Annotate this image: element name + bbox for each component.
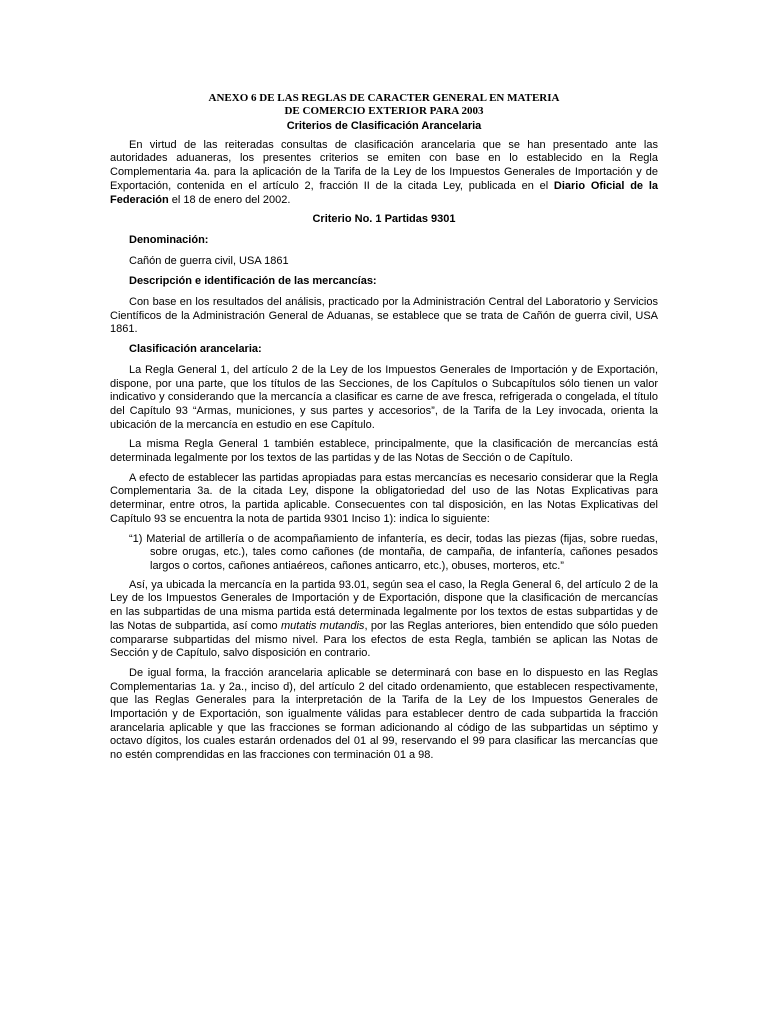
- descripcion-heading: Descripción e identificación de las mercancías:: [129, 275, 377, 288]
- intro-end-text: el 18 de enero del 2002.: [168, 193, 291, 206]
- document-subtitle: Criterios de Clasificación Arancelaria: [286, 120, 482, 132]
- title-line-1: ANEXO 6 DE LAS REGLAS DE CARACTER GENERAL EN MATERIA: [208, 92, 560, 104]
- quote-paragraph: “1) Material de artillería o de acompañamiento de infantería, es decir, todas las piezas (fijas, sobre ruedas, sobre orugas, etc.), tales como cañones (de montaña, de campaña, de infantería, cañones pesados largos o cortos, cañones antiaéreos, cañones anticarro, etc.), obuses, morteros, etc.”: [129, 532, 658, 572]
- paragraph-4-italic: mutatis mutandis: [281, 619, 365, 632]
- paragraph-5: De igual forma, la fracción arancelaria aplicable se determinará con base en lo dispuesto en las Reglas Complementarias 1a. y 2a., inciso d), del artículo 2 del citado ordenamiento, que establecen respectivamente, que las Reglas Generales para la interpretación de la Tarifa de la Ley de los Impuestos Generales de Importación y de Exportación, son igualmente válidas para establecer dentro de cada subpartida la fracción arancelaria aplicable y que las fracciones se forman adicionando al código de las subpartidas un séptimo y octavo dígitos, los cuales estarán ordenados del 01 al 99, reservando el 99 para clasificar las mercancías que no estén comprendidas en las fracciones con terminación 01 a 98.: [110, 666, 658, 762]
- intro-paragraph: [110, 139, 658, 208]
- denominacion-text: Cañón de guerra civil, USA 1861: [129, 254, 289, 267]
- clasificacion-heading: Clasificación arancelaria:: [129, 343, 262, 356]
- intro-bold-text: Diario Oficial de la Federación: [110, 179, 658, 206]
- criterio-heading: Criterio No. 1 Partidas 9301: [312, 213, 456, 226]
- document-page: [110, 92, 658, 769]
- denominacion-heading: Denominación:: [129, 233, 209, 246]
- paragraph-3: A efecto de establecer las partidas apropiadas para estas mercancías es necesario considerar que la Regla Complementaria 3a. de la citada Ley, dispone la obligatoriedad del uso de las Notas Explicativas para determinar, entre otros, la partida aplicable. Consecuentes con tal disposición, en las Notas Explicativas del Capítulo 93 se encuentra la nota de partida 9301 Inciso 1): indica lo siguiente:: [110, 471, 658, 525]
- paragraph-1: La Regla General 1, del artículo 2 de la Ley de los Impuestos Generales de Importación y de Exportación, dispone, por una parte, que los títulos de las Secciones, de los Capítulos o Subcapítulos sólo tienen un valor indicativo y considerando que la mercancía a clasificar es carne de ave fresca, refrigerada o congelada, el título del Capítulo 93 “Armas, municiones, y sus partes y accesorios”, de la Tarifa de la Ley invocada, orienta la ubicación de la mercancía en estudio en ese Capítulo.: [110, 363, 658, 431]
- paragraph-4: [110, 579, 658, 661]
- paragraph-2: La misma Regla General 1 también establece, principalmente, que la clasificación de mercancías está determinada legalmente por los textos de las partidas y de las Notas de Sección o de Capítulo.: [110, 438, 658, 465]
- title-line-2: DE COMERCIO EXTERIOR PARA 2003: [284, 104, 484, 117]
- descripcion-text: Con base en los resultados del análisis, practicado por la Administración Central del Laboratorio y Servicios Científicos de la Administración General de Aduanas, se establece que se trata de Cañón de guerra civil, USA 1861.: [110, 296, 658, 336]
- intro-text: En virtud de las reiteradas consultas de clasificación arancelaria que se han presentado ante las autoridades aduaneras, los presentes criterios se emiten con base en lo establecido en la Regla Complementaria 4a. para la aplicación de la Tarifa de la Ley de los Impuestos Generales de Importación y de Exportación, contenida en el artículo 2, fracción II de la citada Ley, publicada en el: [110, 138, 658, 192]
- paragraph-4-start: Así, ya ubicada la mercancía en la partida 93.01, según sea el caso, la Regla General 6, del artículo 2 de la Ley de los Impuestos Generales de Importación y de Exportación, dispone que la clasificación de mercancías en las subpartidas de una misma partida está determinada legalmente por los textos de estas subpartidas y de las Notas de subpartida, así como: [110, 578, 658, 632]
- paragraph-4-end: , por las Reglas anteriores, bien entendido que sólo pueden compararse subpartidas del mismo nivel. Para los efectos de esta Regla, también se aplican las Notas de Sección y de Capítulo, salvo disposición en contrario.: [110, 619, 658, 660]
- document-title: [110, 92, 658, 117]
